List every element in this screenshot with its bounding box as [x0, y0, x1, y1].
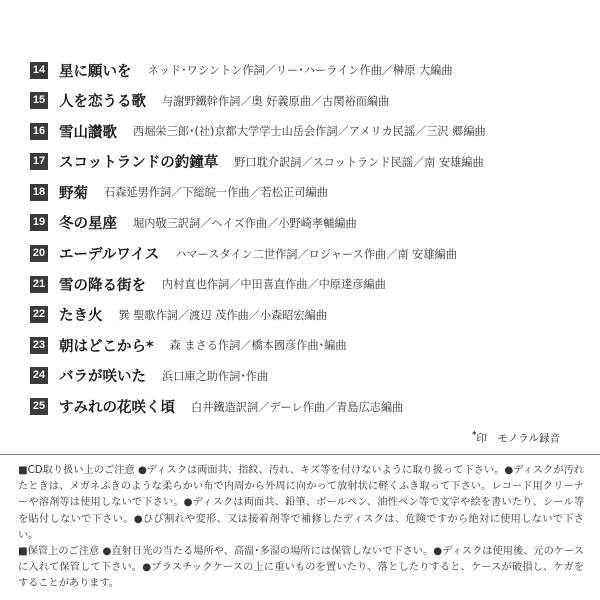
track-row	[30, 334, 575, 356]
track-credits: 石森延男作詞／下総皖一作曲／若松正司編曲	[104, 186, 328, 200]
track-number: 23	[30, 337, 48, 354]
cd-handling-notice: ■CD取り扱い上のご注意 ●ディスクは両面共、指紋、汚れ、キズ等を付けないように取り扱って下さい。●ディスクが汚れたときは、メガネふきのような柔らかい布で内周から外周に向かって放射状に軽くふき取って下さい。レコード用クリーナーや溶剤等は使用しないで下さい。●ディスクは両面共、鉛筆、ボールペン、油性ペン等で文字や絵を書いたり、シール等を貼付しないで下さい。●ひび割れや変形、又は接着剤等で補修したディスクは、危険ですから絶対に使用しないで下さい。	[18, 465, 584, 541]
track-title: 冬の星座	[59, 216, 117, 233]
track-title: 野菊	[59, 185, 88, 202]
track-number: 22	[30, 306, 48, 323]
track-title: たき火	[59, 308, 103, 325]
track-number: 20	[30, 245, 48, 262]
divider	[0, 454, 600, 455]
track-number: 21	[30, 276, 48, 293]
track-title: 朝はどこから*	[59, 338, 154, 355]
track-title: 雪山讃歌	[59, 124, 117, 141]
track-row	[30, 59, 575, 81]
track-title: エーデルワイス	[59, 247, 160, 264]
track-number: 24	[30, 367, 48, 384]
track-row	[30, 151, 575, 173]
track-credits: 内村直也作詞／中田喜直作曲／中原達彦編曲	[162, 278, 386, 292]
track-credits: 堀内敬三訳詞／ヘイズ作曲／小野崎孝輔編曲	[133, 216, 357, 230]
track-credits: 与謝野鐵幹作詞／奥 好義原曲／古関裕而編曲	[162, 94, 390, 108]
track-row	[30, 212, 575, 234]
track-title: バラが咲いた	[59, 369, 146, 386]
track-title: 雪の降る街を	[59, 277, 146, 294]
mono-recording-note	[472, 430, 560, 446]
track-row	[30, 365, 575, 387]
note-mark: *	[472, 430, 477, 439]
track-number: 18	[30, 184, 48, 201]
track-title: スコットランドの釣鐘草	[59, 155, 219, 172]
track-credits: 西堀栄三郎･(社)京都大学学士山岳会作詞／アメリカ民謡／三沢 郷編曲	[133, 125, 486, 139]
track-number: 19	[30, 214, 48, 231]
track-credits: 森 まさる作詞／橋本國彦作曲･編曲	[169, 339, 347, 353]
storage-notice: ■保管上のご注意 ●直射日光の当たる場所や、高温･多湿の場所には保管しないで下さい。●ディスクは使用後、元のケースに入れて保管して下さい。●プラスチックケースの上に重いものを置いたり、落としたりすると、ケースが破損し、ケガをすることがあります。	[18, 546, 584, 590]
track-title: 人を恋うる歌	[59, 94, 146, 111]
track-number: 16	[30, 123, 48, 140]
track-number: 14	[30, 62, 48, 79]
track-row	[30, 243, 575, 265]
track-number: 17	[30, 153, 48, 170]
track-credits: ネッド･ワシントン作詞／リー･ハーライン作曲／榊原 大編曲	[147, 64, 453, 77]
track-credits: 浜口庫之助作詞･作曲	[162, 369, 269, 383]
track-row	[30, 120, 575, 142]
track-number: 25	[30, 398, 48, 415]
track-list	[30, 59, 575, 426]
track-title: すみれの花咲く頃	[59, 400, 175, 417]
track-credits: 巽 聖歌作詞／渡辺 茂作曲／小森昭宏編曲	[118, 308, 327, 322]
track-credits: 野口耽介訳詞／スコットランド民謡／南 安雄編曲	[234, 155, 484, 169]
track-row	[30, 304, 575, 326]
track-row	[30, 90, 575, 112]
track-row	[30, 181, 575, 203]
track-row	[30, 396, 575, 418]
track-credits: 白井鐵造訳詞／デーレ作曲／青島広志編曲	[191, 400, 404, 414]
track-credits: ハマースタイン二世作詞／ロジャース作曲／南 安雄編曲	[175, 247, 457, 261]
track-title: 星に願いを	[59, 63, 132, 80]
care-notes	[18, 463, 584, 593]
track-number: 15	[30, 92, 48, 109]
track-row	[30, 273, 575, 295]
note-text: 印 モノラル録音	[476, 432, 560, 445]
